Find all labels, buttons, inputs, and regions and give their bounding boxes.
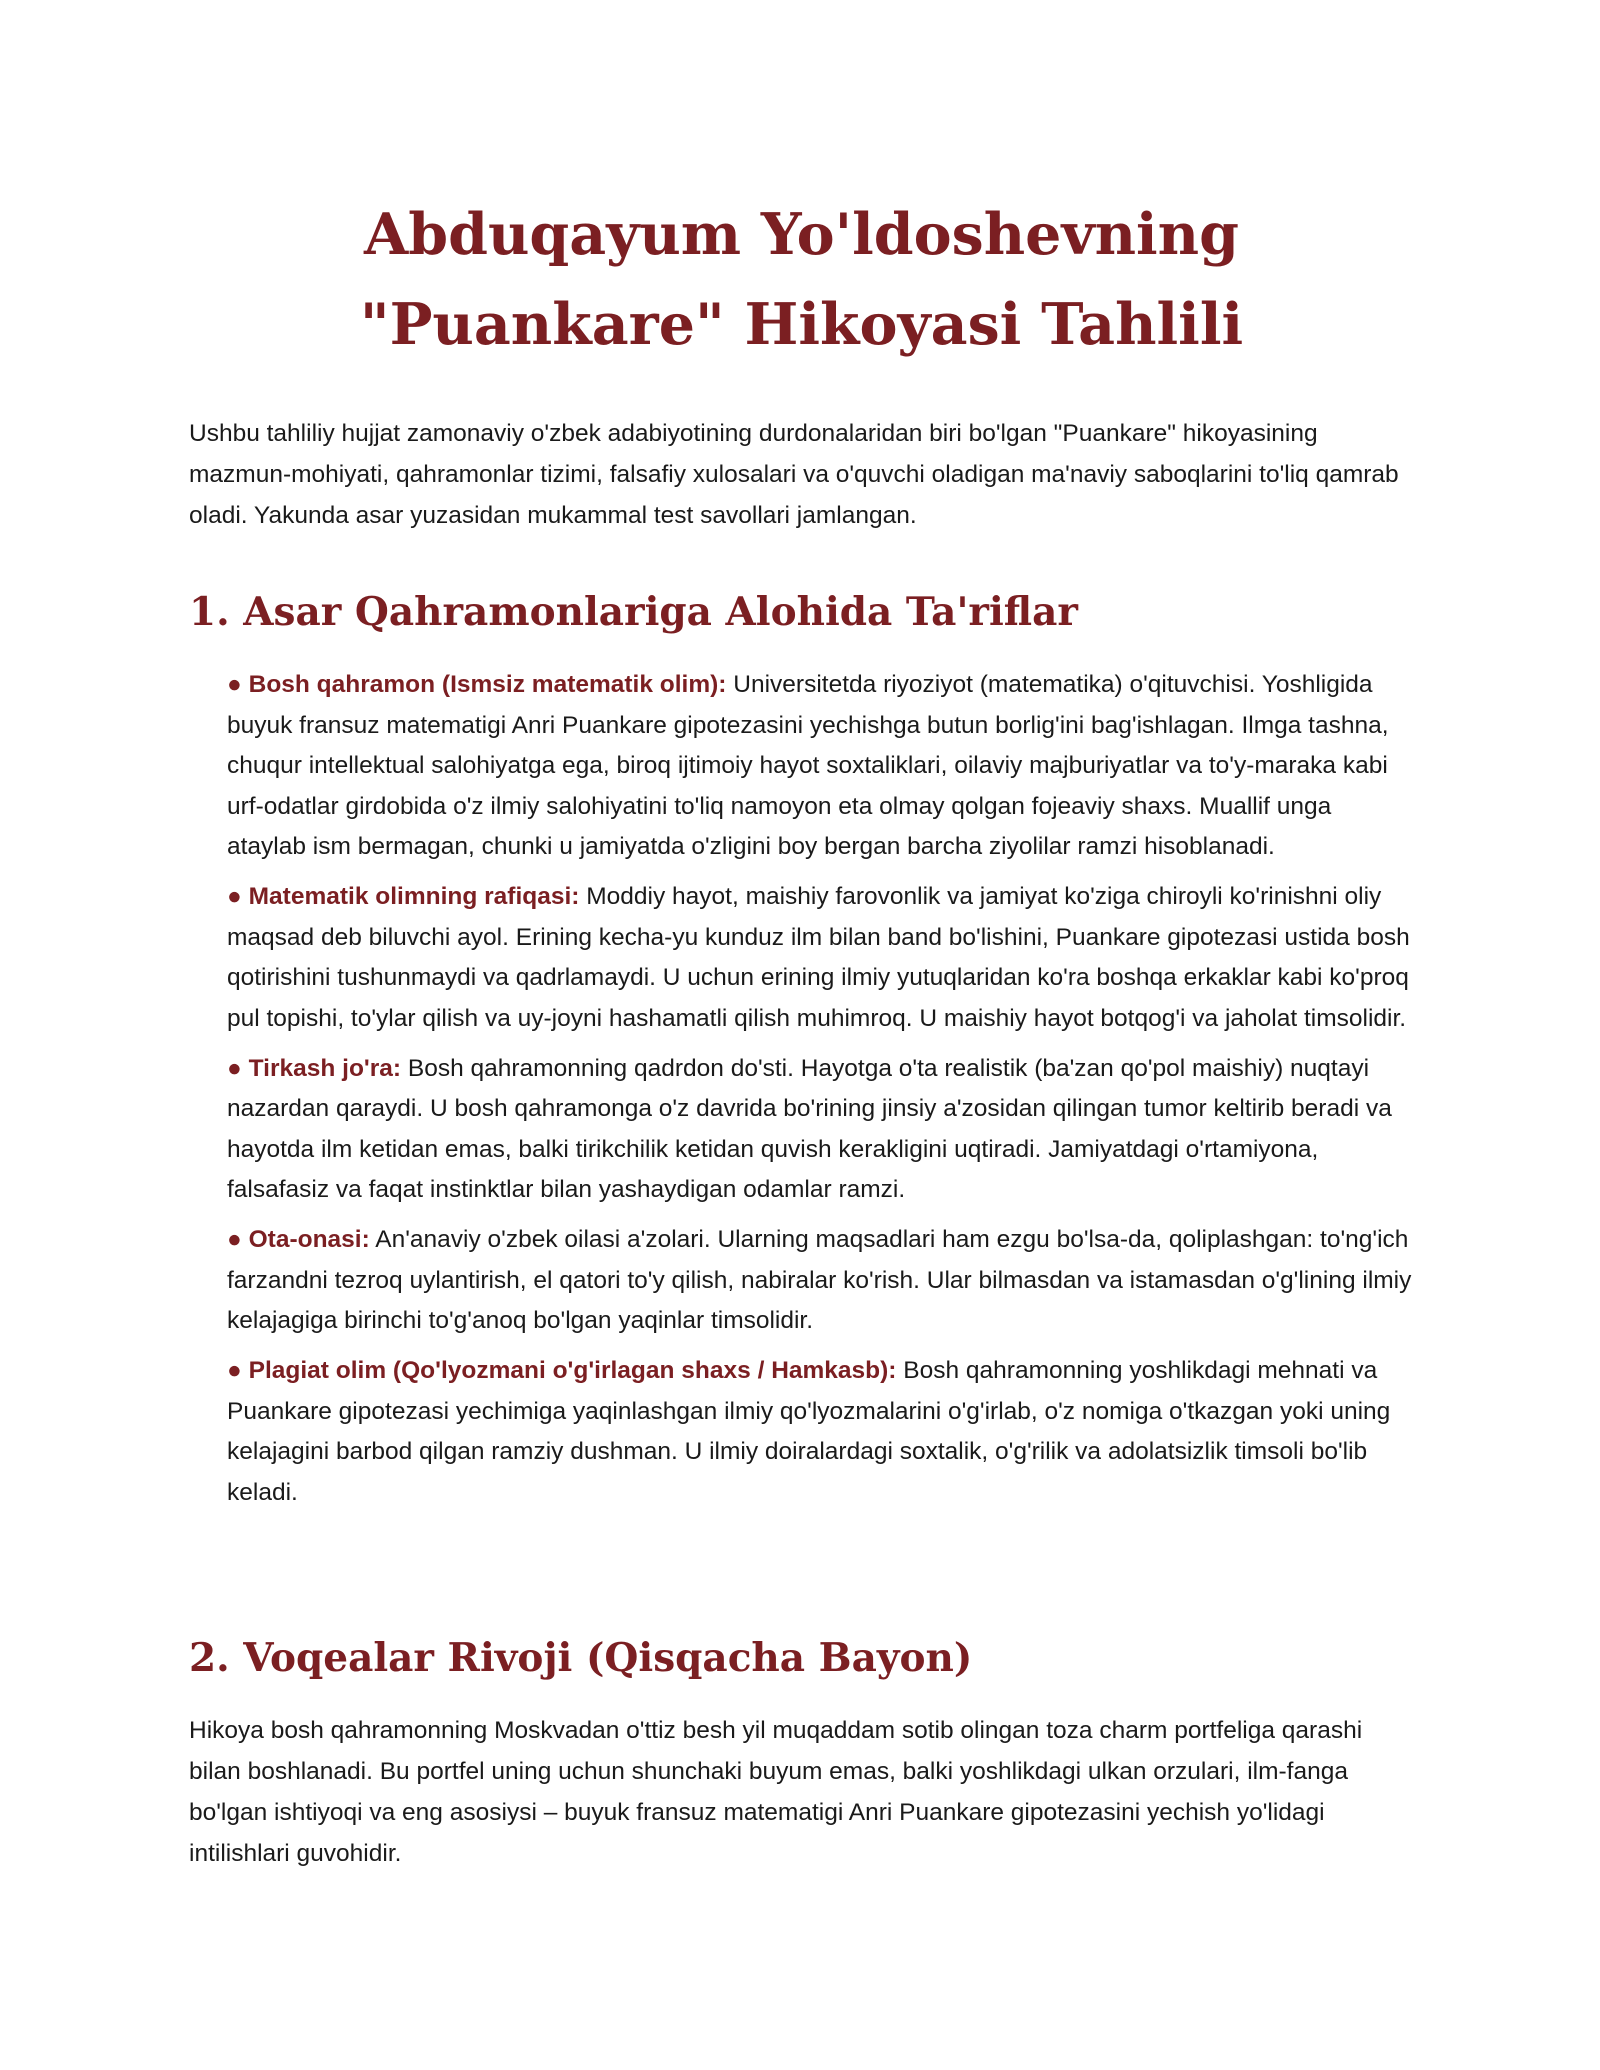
character-description: Universitetda riyoziyot (matematika) o'qituvchisi. Yoshligida buyuk fransuz matematigi Anri Puankare gipotezasini yechishga butun borlig'ini bag'ishlagan. Ilmga tashna, chuqur intellektual salohiyatga ega, biroq ijtimoiy hayot soxtaliklari, oilaviy majburiyatlar va to'y-maraka kabi urf-odatlar girdobida o'z ilmiy salohiyatini to'liq namoyon eta olmay qolgan fojeaviy shaxs. Muallif unga ataylab ism bermagan, chunki u jamiyatda o'zligini boy bergan barcha ziyolilar ramzi hisoblanadi. [227,671,1389,860]
character-list [227,665,1417,1523]
character-name: Plagiat olim (Qo'lyozmani o'g'irlagan shaxs / Hamkasb): [248,1357,897,1384]
list-item [227,877,1417,1039]
list-item [227,665,1417,868]
bullet-icon: ● [227,883,242,910]
character-description: Moddiy hayot, maishiy farovonlik va jamiyat ko'ziga chiroyli ko'rinishni oliy maqsad deb biluvchi ayol. Erining kecha-yu kunduz ilm bilan band bo'lishini, Puankare gipotezasi ustida bosh qotirishini tushunmaydi va qadrlamaydi. U uchun erining ilmiy yutuqlaridan ko'ra boshqa erkaklar kabi ko'proq pul topishi, to'ylar qilish va uy-joyni hashamatli qilish muhimroq. U maishiy hayot botqog'i va jaholat timsolidir. [227,883,1410,1032]
plot-summary-paragraph: Hikoya bosh qahramonning Moskvadan o'ttiz besh yil muqaddam sotib olingan toza charm portfeliga qarashi bilan boshlanadi. Bu portfel uning uchun shunchaki buyum emas, balki yoshlikdagi ulkan orzulari, ilm-fanga bo'lgan ishtiyoqi va eng asosiysi – buyuk fransuz matematigi Anri Puankare gipotezasini yechish yo'lidagi intilishlari guvohidir. [189,1717,1363,1867]
character-name: Ota-onasi: [248,1226,370,1253]
document-page [189,190,1414,1867]
character-description: Bosh qahramonning qadrdon do'sti. Hayotga o'ta realistik (ba'zan qo'pol maishiy) nuqtayi nazardan qaraydi. U bosh qahramonga o'z davrida bo'rining jinsiy a'zosidan qilingan tumor keltirib beradi va hayotda ilm ketidan emas, balki tirikchilik ketidan quvish kerakligini uqtiradi. Jamiyatdagi o'rtamiyona, falsafasiz va faqat instinktlar bilan yashaydigan odamlar ramzi. [227,1054,1392,1203]
character-name: Tirkash jo'ra: [248,1054,402,1082]
character-name: Matematik olimning rafiqasi: [248,883,580,910]
document-title: Abduqayum Yo'ldoshevning "Puankare" Hikoyasi Tahlili [359,201,1244,358]
section-heading-characters: 1. Asar Qahramonlariga Alohida Ta'riflar [189,589,1078,635]
bullet-icon: ● [227,1054,242,1082]
list-item [227,1049,1417,1211]
list-item [227,1220,1417,1342]
character-name: Bosh qahramon (Ismsiz matematik olim): [248,671,727,698]
bullet-icon: ● [227,1357,242,1384]
list-item [227,1351,1417,1513]
bullet-icon: ● [227,1226,242,1253]
section-heading-plot: 2. Voqealar Rivoji (Qisqacha Bayon) [189,1635,973,1681]
character-description: Bosh qahramonning yoshlikdagi mehnati va Puankare gipotezasi yechimiga yaqinlashgan ilmiy qo'lyozmalarini o'g'irlab, o'z nomiga o'tkazgan yoki uning kelajagini barbod qilgan ramziy dushman. U ilmiy doiralardagi soxtalik, o'g'rilik va adolatsizlik timsoli bo'lib keladi. [227,1357,1391,1506]
bullet-icon: ● [227,671,242,698]
character-description: An'anaviy o'zbek oilasi a'zolari. Ularning maqsadlari ham ezgu bo'lsa-da, qoliplashgan: to'ng'ich farzandni tezroq uylantirish, el qatori to'y qilish, nabiralar ko'rish. Ular bilmasdan va istamasdan o'g'lining ilmiy kelajagiga birinchi to'g'anoq bo'lgan yaqinlar timsolidir. [227,1226,1412,1334]
intro-paragraph: Ushbu tahliliy hujjat zamonaviy o'zbek adabiyotining durdonalaridan biri bo'lgan "Puankare" hikoyasining mazmun-mohiyati, qahramonlar tizimi, falsafiy xulosalari va o'quvchi oladigan ma'naviy saboqlarini to'liq qamrab oladi. Yakunda asar yuzasidan mukammal test savollari jamlangan. [189,420,1399,529]
